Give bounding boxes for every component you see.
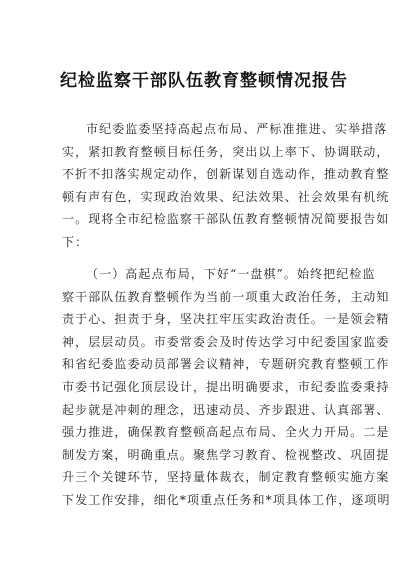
text-line: 不折不扣落实规定动作，创新谋划自选动作，推动教育整 [62, 167, 390, 182]
text-line: 起步就是冲刺的理念，迅速动员、齐步跟进、认真部署、 [62, 402, 390, 417]
text-line: 下发工作安排，细化*项重点任务和*项具体工作，逐项明 [62, 492, 391, 507]
text-line: 责于心、担责于身，坚决扛牢压实政治责任。一是领会精 [62, 312, 390, 327]
text-line: 下： [62, 234, 89, 249]
text-line: 升三个关键环节，坚持量体裁衣，制定教育整顿实施方案 [62, 470, 390, 485]
document-title: 纪检监察干部队伍教育整顿情况报告 [60, 71, 348, 91]
paragraph-section-one [62, 263, 391, 512]
text-line: 和省纪委监委动员部署会议精神，专题研究教育整顿工作 [62, 357, 390, 372]
text-line: 察干部队伍教育整顿作为当前一项重大政治任务，主动知 [62, 289, 390, 304]
paragraph-intro [62, 118, 390, 254]
text-line: 强力推进，确保教育整顿高起点布局、全火力开局。二是 [62, 425, 390, 440]
text-line: （一）高起点布局，下好“一盘棋”。始终把纪检监 [86, 267, 376, 281]
text-line: 实，紧扣教育整顿目标任务，突出以上率下、协调联动， [62, 144, 390, 159]
text-line: 制发方案，明确重点。聚焦学习教育、检视整改、巩固提 [62, 447, 390, 462]
text-line: 神，层层动员。市委常委会及时传达学习中纪委国家监委 [62, 334, 390, 349]
text-line: 一。现将全市纪检监察干部队伍教育整顿情况简要报告如 [62, 212, 390, 227]
text-line: 顿有声有色，实现政治效果、纪法效果、社会效果有机统 [62, 189, 390, 204]
text-line: 市纪委监委坚持高起点布局、严标准推进、实举措落 [86, 122, 388, 136]
text-line: 市委书记强化顶层设计，提出明确要求，市纪委监委秉持 [62, 379, 390, 394]
